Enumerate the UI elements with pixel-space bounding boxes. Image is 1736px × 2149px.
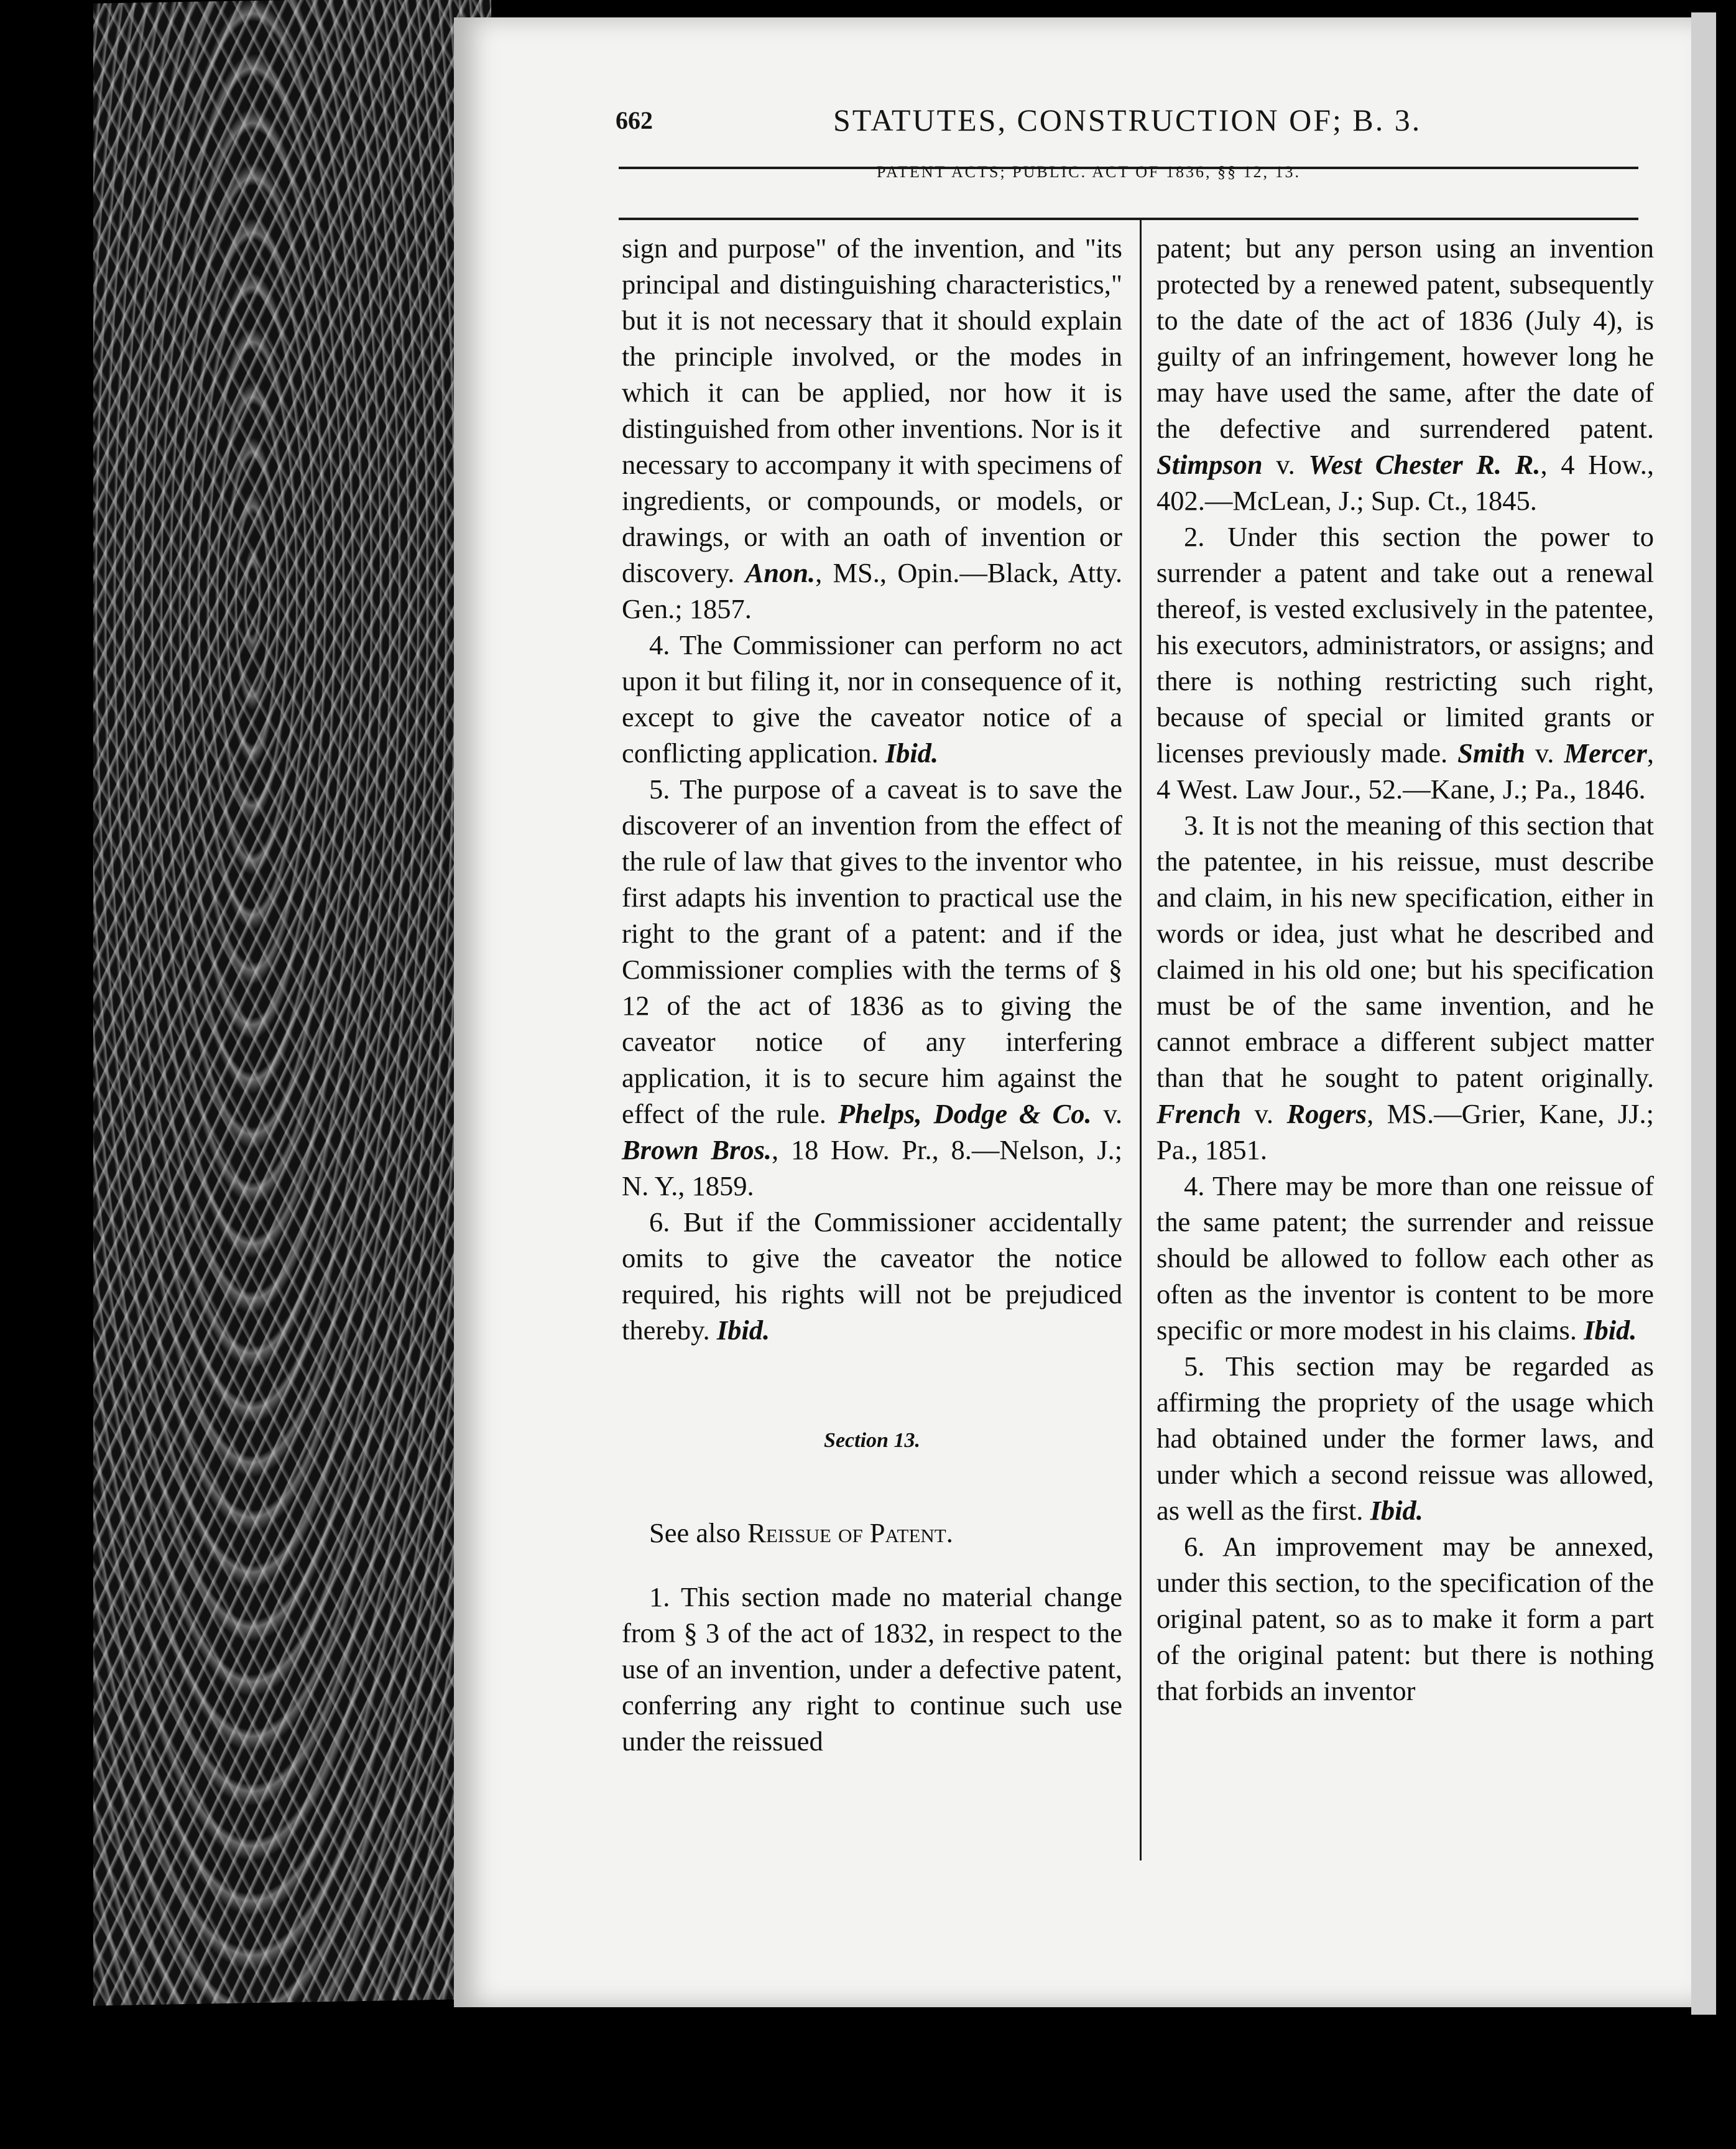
- section-subhead: PATENT ACTS; PUBLIC. ACT OF 1836, §§ 12, 13.: [877, 163, 1301, 181]
- citation-tail: , 4 How., 402.—McLean, J.; Sup. Ct., 1845.: [1157, 449, 1654, 516]
- subhead-rule: [619, 218, 1638, 220]
- paragraph-6: [622, 1204, 1122, 1348]
- citation: Anon.: [745, 557, 816, 588]
- paragraph-5: [622, 771, 1122, 1204]
- paragraph-text: 4. The Commissioner can perform no act upon it but filing it, nor in consequence of it, except to give the caveator notice of a conflicting application.: [622, 629, 1122, 769]
- paragraph-3: [1157, 807, 1654, 1168]
- column-divider: [1140, 219, 1142, 1860]
- ibid: Ibid.: [716, 1315, 770, 1346]
- paragraph-text: 5. This section may be regarded as affirming the propriety of the usage which had obtained under the former laws, and under which a second reissue was allowed, as well as the first.: [1157, 1351, 1654, 1526]
- citation: Stimpson: [1157, 449, 1263, 480]
- paragraph-text: 4. There may be more than one reissue of the same patent; the surrender and reissue should be allowed to follow each other as often as the inventor is content to be more specific or more modest in his claims.: [1157, 1170, 1654, 1346]
- citation-tail: , MS.—Grier, Kane, JJ.; Pa., 1851.: [1157, 1098, 1654, 1165]
- paragraph-text: patent; but any person using an invention protected by a renewed patent, subsequently to the date of the act of 1836 (July 4), is guilty of an infringement, however long he may have used the same, after the date of the defective and surrendered patent.: [1157, 233, 1654, 444]
- paragraph-text: 2. Under this section the power to surrender a patent and take out a renewal thereof, is vested exclusively in the patentee, his executors, administrators, or assigns; and there is nothing restricting such right, because of special or limited grants or licenses previously made.: [1157, 521, 1654, 769]
- page-header: [616, 103, 1635, 149]
- see-also-ref: Reissue of Patent.: [747, 1517, 953, 1548]
- citation: French: [1157, 1098, 1241, 1129]
- citation: Rogers: [1286, 1098, 1367, 1129]
- paragraph-text: sign and purpose" of the invention, and "its principal and distinguishing characteristics," but it is not necessary that it should explain the principle involved, or the modes in which it can be applied, nor how it is distinguished from other inventions. Nor is it necessary to accompany it with specimens of ingredients, or compounds, or models, or drawings, or with an oath of invention or discovery.: [622, 233, 1122, 588]
- citation: Brown Bros.: [622, 1134, 772, 1165]
- page-edge: [1691, 12, 1716, 2015]
- citation-v: v.: [1525, 737, 1564, 769]
- paragraph-6: 6. An improvement may be annexed, under this section, to the specification of the original patent, so as to make it form a part of the original patent: but there is nothing that forbids an inventor: [1157, 1531, 1654, 1706]
- citation-tail: , MS., Opin.—Black, Atty. Gen.; 1857.: [622, 557, 1122, 624]
- running-title: STATUTES, CONSTRUCTION OF; B. 3.: [833, 103, 1422, 137]
- ibid: Ibid.: [1370, 1495, 1423, 1526]
- paragraph-1-cont: [1157, 230, 1654, 519]
- section13-paragraph-1: 1. This section made no material change from § 3 of the act of 1832, in respect to the use of an invention, under a defective patent, conferring any right to continue such use under the reissued: [622, 1581, 1122, 1757]
- citation-tail: , 4 West. Law Jour., 52.—Kane, J.; Pa., 1846.: [1157, 737, 1654, 805]
- ibid: Ibid.: [1584, 1315, 1637, 1346]
- citation-v: v.: [1241, 1098, 1287, 1129]
- section-heading: Section 13.: [824, 1429, 920, 1452]
- paragraph-2: [1157, 519, 1654, 807]
- paragraph-4: [622, 627, 1122, 771]
- citation-tail: , 18 How. Pr., 8.—Nelson, J.; N. Y., 1859.: [622, 1134, 1123, 1201]
- paragraph-text: 3. It is not the meaning of this section that the patentee, in his reissue, must describe and claim, in his new specification, either in words or idea, just what he described and claimed in his old one; but his specification must be of the same invention, and he cannot embrace a different subject matter than that he sought to patent originally.: [1157, 810, 1654, 1093]
- citation-v: v.: [1091, 1098, 1122, 1129]
- marbled-book-edge: [93, 0, 491, 2006]
- paragraph-text: 6. But if the Commissioner accidentally omits to give the caveator the notice required, his rights will not be prejudiced thereby.: [622, 1206, 1122, 1346]
- citation: Smith: [1457, 737, 1525, 769]
- paragraph-text: 5. The purpose of a caveat is to save the discoverer of an invention from the effect of the rule of law that gives to the inventor who first adapts his invention to practical use the right to the grant of a patent: and if the Commissioner complies with the terms of § 12 of the act of 1836 as to giving the caveator notice of any interfering application, it is to secure him against the effect of the rule.: [622, 774, 1122, 1129]
- citation: Phelps, Dodge & Co.: [838, 1098, 1092, 1129]
- citation: West Chester R. R.: [1308, 449, 1541, 480]
- see-also-prefix: See also: [649, 1517, 748, 1548]
- see-also: [622, 1515, 1122, 1551]
- paragraph-5: [1157, 1348, 1654, 1528]
- paragraph-3-cont: [622, 230, 1122, 627]
- citation-v: v.: [1262, 449, 1309, 480]
- ibid: Ibid.: [885, 737, 939, 769]
- left-column: [622, 230, 1122, 1759]
- page-number: 662: [616, 106, 653, 134]
- right-column: [1157, 230, 1654, 1709]
- citation: Mercer: [1564, 737, 1647, 769]
- paragraph-4: [1157, 1168, 1654, 1348]
